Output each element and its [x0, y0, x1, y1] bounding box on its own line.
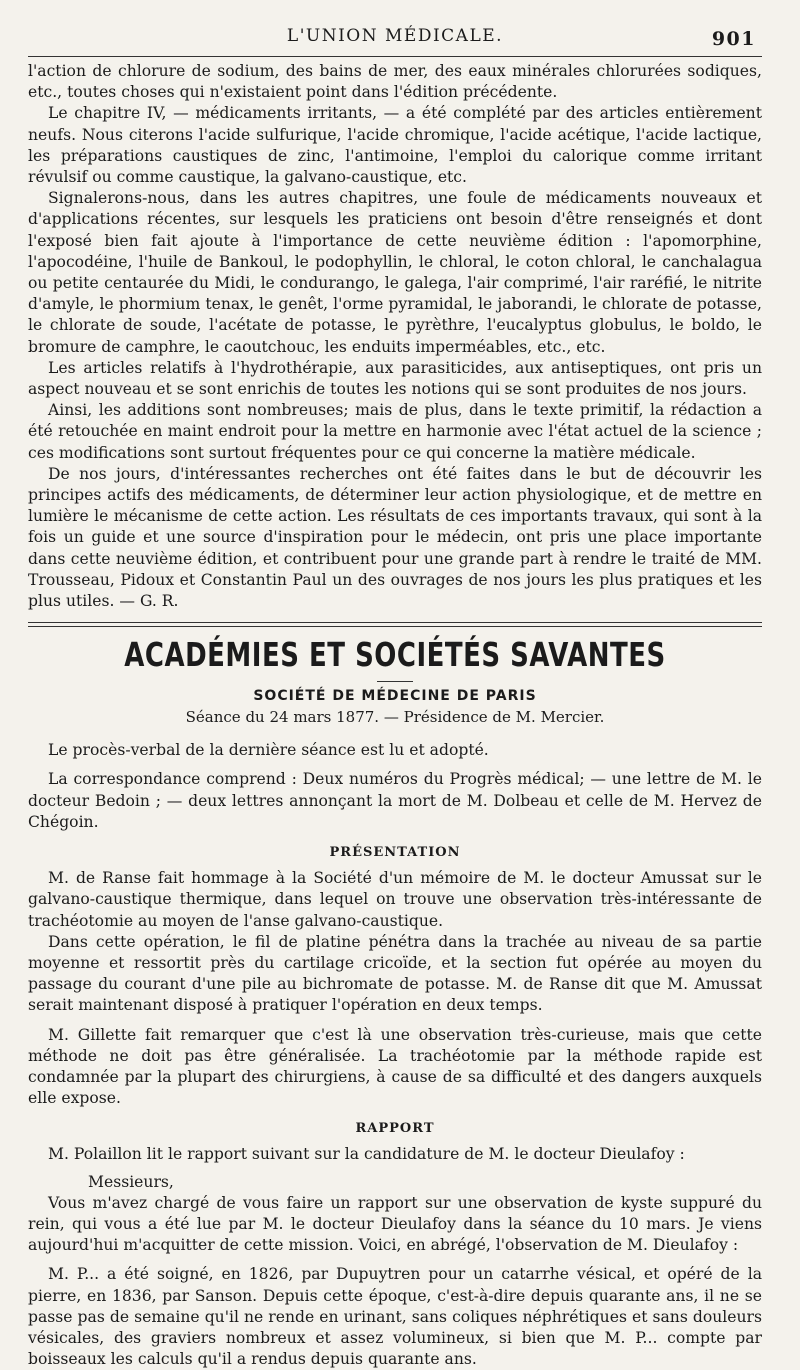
page-number: 901 — [711, 28, 756, 50]
rapport-intro: M. Polaillon lit le rapport suivant sur la candidature de M. le docteur Dieulafoy : — [48, 1145, 685, 1164]
review-paragraph-2: Le chapitre IV, — médicaments irritants, — a été complété par des articles entièrement neufs. Nous citerons l'acide sulfurique, l'acide chromique, l'acide acétique, l'acide lactique, les préparations caustiques de zinc, l'antimoine, l'emploi du calorique comme irritant révulsif ou comme caustique, la galvano-caustique, etc. — [28, 104, 762, 187]
rapport-heading: RAPPORT — [355, 1121, 435, 1137]
section-divider — [28, 622, 762, 627]
running-title: L'UNION MÉDICALE. — [286, 26, 504, 46]
presentation-heading: PRÉSENTATION — [329, 845, 461, 861]
spacer — [28, 1256, 762, 1264]
correspondence-paragraph: La correspondance comprend : Deux numéros du Progrès médical; — une lettre de M. le docteur Bedoin ; — deux lettres annonçant la mort de M. Dolbeau et celle de M. Hervez de Chégoin. — [28, 770, 762, 831]
review-paragraph-3: Signalerons-nous, dans les autres chapitres, une foule de médicaments nouveaux et d'applications récentes, sur lesquels les praticiens ont besoin d'être renseignés et dont l'exposé bien fait ajoute à l'importance de cette neuvième édition : l'apomorphine, l'apocodéine, l'huile de Bankoul, le podophyllin, le chloral, le coton chloral, le canchalagua ou petite centaurée du Midi, le condurango, le galega, l'air comprimé, l'air raréfié, le nitrite d'amyle, le phormium tenax, le genêt, l'orme pyramidal, le jaborandi, le chlorate de potasse, le chlorate de soude, l'acétate de potasse, le pyrèthre, l'eucalyptus globulus, le boldo, le bromure de camphre, le caoutchouc, les enduits imperméables, etc., etc. — [28, 189, 762, 356]
spacer — [28, 761, 762, 769]
review-paragraph-6: De nos jours, d'intéressantes recherches ont été faites dans le but de découvrir les principes actifs des médicaments, de déterminer leur action physiologique, et de mettre en lumière le mécanisme de cette action. Les résultats de ces importants travaux, qui sont à la fois un guide et une source d'inspiration pour le médecin, ont pris une place importante dans cette neuvième édition, et contribuent pour une grande part à rendre le traité de MM. Trousseau, Pidoux et Constantin Paul un des ouvrages de nos jours les plus pratiques et les plus utiles. — G. R. — [28, 464, 762, 611]
presentation-paragraph-1: M. de Ranse fait hommage à la Société d'un mémoire de M. le docteur Amussat sur le galvano-caustique thermique, dans lequel on trouve une observation très-intéressante de trachéotomie au moyen de l'anse galvano-caustique. — [28, 869, 762, 930]
title-rule — [377, 681, 413, 682]
rapport-paragraph-1: Vous m'avez chargé de vous faire un rapport sur une observation de kyste suppuré du rein, qui vous a été lue par M. le docteur Dieulafoy dans la séance du 10 mars. Je viens aujourd'hui m'acquitter de cette mission. Voici, en abrégé, l'observation de M. Dieulafoy : — [28, 1193, 762, 1255]
presentation-paragraph-3: M. Gillette fait remarquer que c'est là une observation très-curieuse, mais que cette méthode ne doit pas être généralisée. La trachéotomie par la méthode rapide est condamnée par la plupart des chirurgiens, à cause de sa difficulté et des dangers auxquels elle expose. — [28, 1025, 762, 1108]
salutation: Messieurs, — [88, 1172, 174, 1191]
page-header — [28, 22, 762, 56]
review-section — [28, 61, 762, 612]
presentation-paragraph-2: Dans cette opération, le fil de platine pénétra dans la trachée au niveau de sa partie moyenne et ressortit près du cartilage cricoïde, et la section fut opérée au moyen du passage du courant d'une pile au bichromate de potasse. M. de Ranse dit que M. Amussat serait maintenant disposé à pratiquer l'opération en deux temps. — [28, 932, 762, 1015]
society-title: SOCIÉTÉ DE MÉDECINE DE PARIS — [253, 688, 537, 705]
rapport-paragraph-2: M. P... a été soigné, en 1826, par Dupuytren pour un catarrhe vésical, et opéré de la pierre, en 1836, par Sanson. Depuis cette époque, c'est-à-dire depuis quarante ans, il ne se passe pas de semaine qu'il ne rende en urinant, sans coliques néphrétiques et sans douleurs vésicales, des graviers nombreux et assez volumineux, si bien que M. P... compte par boisseaux les calculs qu'il a rendus depuis quarante ans. — [28, 1265, 762, 1369]
review-paragraph-5: Ainsi, les additions sont nombreuses; mais de plus, dans le texte primitif, la rédaction a été retouchée en maint endroit pour la mettre en harmonie avec l'état actuel de la science ; ces modifications sont surtout fréquentes pour ce qui concerne la matière médicale. — [28, 401, 762, 462]
review-paragraph-1: l'action de chlorure de sodium, des bains de mer, des eaux minérales chlorurées sodiques, etc., toutes choses qui n'existaient point dans l'édition précédente. — [28, 62, 762, 102]
review-paragraph-4: Les articles relatifs à l'hydrothérapie, aux parasiticides, aux antiseptiques, ont pris un aspect nouveau et se sont enrichis de toutes les notions qui se sont produites de nos jours. — [28, 358, 762, 399]
section-title: ACADÉMIES ET SOCIÉTÉS SAVANTES — [124, 637, 666, 676]
academies-section — [28, 637, 762, 1370]
minutes-paragraph: Le procès-verbal de la dernière séance est lu et adopté. — [48, 741, 489, 760]
spacer — [28, 1017, 762, 1025]
session-line: Séance du 24 mars 1877. — Présidence de M. Mercier. — [185, 708, 605, 727]
header-rule — [28, 56, 762, 57]
